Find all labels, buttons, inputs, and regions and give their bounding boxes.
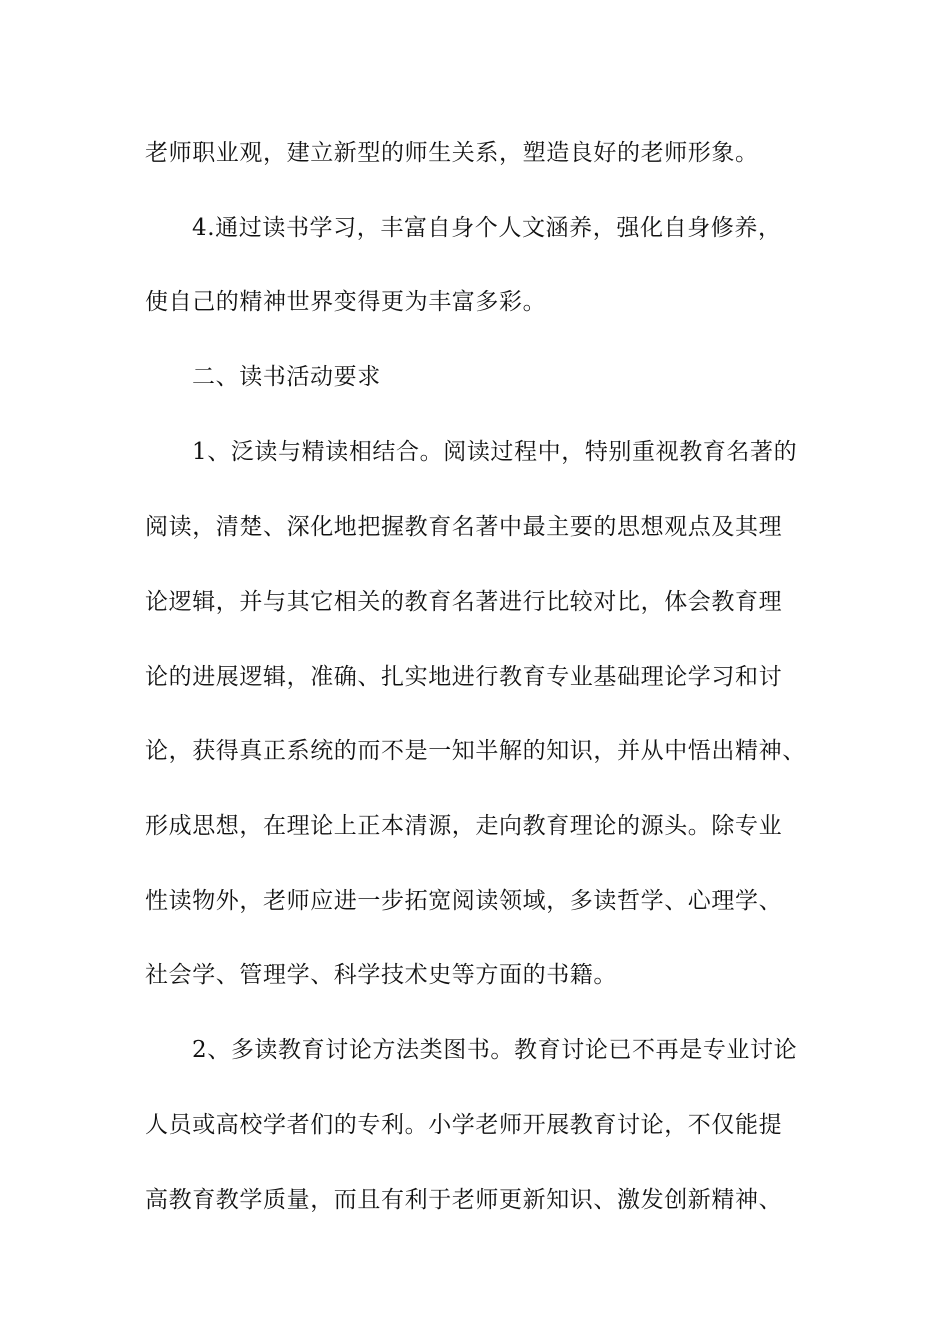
text-line: 论，获得真正系统的而不是一知半解的知识，并从中悟出精神、 <box>145 738 806 764</box>
text-line: 形成思想，在理论上正本清源，走向教育理论的源头。除专业 <box>145 813 783 839</box>
text-line: 论逻辑，并与其它相关的教育名著进行比较对比，体会教育理 <box>145 589 783 615</box>
text-line: 论的进展逻辑，准确、扎实地进行教育专业基础理论学习和讨 <box>145 664 783 690</box>
section-heading: 二、读书活动要求 <box>192 364 381 390</box>
text-line: 1、泛读与精读相结合。阅读过程中，特别重视教育名著的 <box>192 439 798 465</box>
text-line: 社会学、管理学、科学技术史等方面的书籍。 <box>145 962 617 988</box>
text-line: 人员或高校学者们的专利。小学老师开展教育讨论，不仅能提 <box>145 1112 783 1138</box>
text-line: 2、多读教育讨论方法类图书。教育讨论已不再是专业讨论 <box>192 1037 798 1063</box>
text-line: 高教育教学质量，而且有利于老师更新知识、激发创新精神、 <box>145 1187 783 1213</box>
text-line: 阅读，清楚、深化地把握教育名著中最主要的思想观点及其理 <box>145 514 783 540</box>
text-line: 使自己的精神世界变得更为丰富多彩。 <box>145 289 547 315</box>
text-line: 老师职业观，建立新型的师生关系，塑造良好的老师形象。 <box>145 140 759 166</box>
text-line: 性读物外，老师应进一步拓宽阅读领域，多读哲学、心理学、 <box>145 888 783 914</box>
text-line: 4.通过读书学习，丰富自身个人文涵养，强化自身修养， <box>192 215 782 241</box>
